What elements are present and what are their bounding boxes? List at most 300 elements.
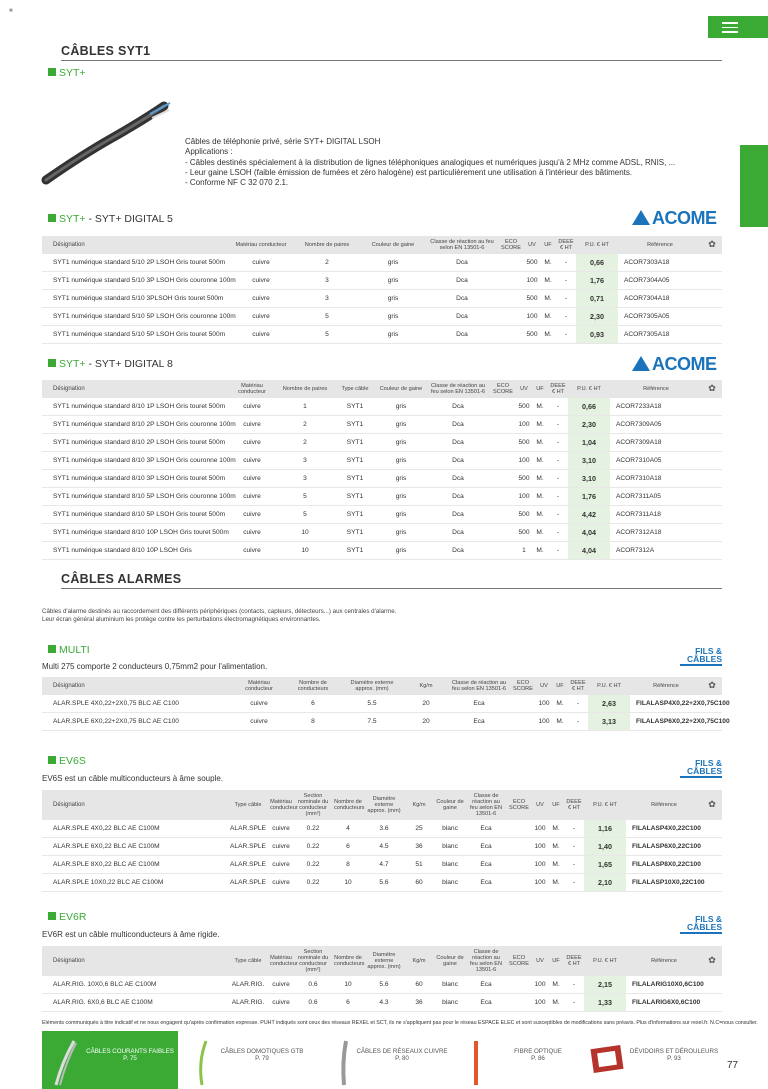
table-cell: 0,66 <box>568 398 610 416</box>
table-cell: 10 <box>276 542 334 560</box>
table-cell: - <box>564 976 584 994</box>
table-cell: 500 <box>516 470 532 488</box>
table-cell: Dca <box>426 326 498 344</box>
cable-icon <box>334 1037 354 1087</box>
table-row[interactable] <box>42 272 722 290</box>
table-cell: Dca <box>426 452 490 470</box>
table-cell: cuivre <box>268 856 294 874</box>
table-row[interactable] <box>42 713 722 731</box>
row-end <box>702 994 722 1012</box>
row-end <box>702 290 722 308</box>
syt-description: Câbles de téléphonie privé, série SYT+ DIGITAL LSOH Applications : - Câbles destinés spécialement à la distribution de lignes téléphoniques analogiques et numériques jusqu'à 2 MHz comme ADSL, RNIS, ... - Leur gaine LSOH (faible émission de fumées et zéro halogène) est particulièrement une utilisation à l'intérieur des bâtiments. - Conforme NF C 32 070 2.1. <box>185 137 676 188</box>
gear-icon[interactable]: ✿ <box>708 382 716 393</box>
table-cell: gris <box>376 434 426 452</box>
table-cell: ALAR.SPLE 4X0,22+2X0,75 BLC AE C100 <box>42 695 232 713</box>
table-cell: Eca <box>466 820 506 838</box>
row-end <box>702 542 722 560</box>
menu-button[interactable] <box>708 16 768 38</box>
table-cell: 3,10 <box>568 470 610 488</box>
brand-logo-acome: ACOME <box>632 354 717 375</box>
table-ev6r: Désignation Type câble Matériau conducteur Section nominale du conducteur (mm²) Nombre de conducteurs Diamètre externe approx. (mm) Kg/m Couleur de gaine Classe de réaction au feu selon EN 13501-6 ECO SCORE UV UF DEEE € HT P.U. € HT Référence ✿ ALAR.RIG. 10X0,6 BLC AE C100M ALAR.RIG. cuivre 0.6 10 5.6 60 blanc Eca 100 M. - 2,15 FILALARIG10X0,6C100 ALAR.RIG. 6X0,6 BLC AE C100M ALAR.RIG. cuivre 0.6 6 4.3 36 blanc Eca 100 M. - 1,33 FILALARIG6X0,6C100 <box>42 946 722 1012</box>
table-cell: blanc <box>434 820 466 838</box>
table-cell: cuivre <box>228 272 294 290</box>
table-cell: SYT1 numérique standard 5/10 3PLSOH Gris touret 500m <box>42 290 228 308</box>
section-title-alarmes: CÂBLES ALARMES <box>61 572 182 586</box>
multi-description: Multi 275 comporte 2 conducteurs 0,75mm2 pour l'alimentation. <box>42 662 268 671</box>
table-row[interactable] <box>42 524 722 542</box>
table-cell <box>498 290 524 308</box>
cable-image <box>42 100 172 185</box>
table-row[interactable] <box>42 874 722 892</box>
table-cell: 3.6 <box>364 820 404 838</box>
table-cell: cuivre <box>228 506 276 524</box>
table-cell: ALAR.RIG. 6X0,6 BLC AE C100M <box>42 994 228 1012</box>
table-cell: SYT1 numérique standard 8/10 5P LSOH Gris touret 500m <box>42 506 228 524</box>
table-cell: 100 <box>532 856 548 874</box>
table-cell: 500 <box>516 398 532 416</box>
table-cell: - <box>556 272 576 290</box>
table-cell: 3 <box>294 290 360 308</box>
col-ref: Référence <box>618 236 702 254</box>
table-cell <box>498 326 524 344</box>
table-cell: 3 <box>276 470 334 488</box>
table-cell: FILALASP6X0,22+2X0,75C100 <box>630 713 702 731</box>
table-cell: 1,40 <box>584 838 626 856</box>
table-cell: ACOR7311A05 <box>610 488 702 506</box>
alarmes-description: Câbles d'alarme destinés au raccordement des différents périphériques (contacts, capteurs, détecteurs...) aux centrales d'alarme. Leur écran général aluminium les protège contre les perturbations électromagnétiques environnantes. <box>42 608 397 623</box>
table-cell: 100 <box>532 994 548 1012</box>
section-title-syt1: CÂBLES SYT1 <box>61 44 151 58</box>
table-cell: SYT1 numérique standard 8/10 10P LSOH Gris <box>42 542 228 560</box>
table-row[interactable] <box>42 838 722 856</box>
table-cell: 5 <box>294 326 360 344</box>
table-cell: 2 <box>276 434 334 452</box>
table-cell: 2,10 <box>584 874 626 892</box>
footnote: Eléments communiqués à titre indicatif et ne nous engagent qu'après confirmation expresse. PUHT indiqués sont ceux des réseaux REXEL et SCT, ils ne s'appliquent pas pour le réseau ESPACE ELEC et sont susceptibles de modifications sans préavis. Plus d'informations sur rexel.fr. N.C=nous consulter. <box>42 1020 758 1026</box>
table-cell: gris <box>360 326 426 344</box>
table-syt8: Désignation Matériau conducteur Nombre de paires Type câble Couleur de gaine Classe de réaction au feu selon EN 13501-6 ECO SCORE UV UF DEEE € HT P.U. € HT Référence ✿ SYT1 numérique standard 8/10 1P LSOH Gris touret 500m cuivre 1 SYT1 gris Dca 500 M. - 0,66 ACOR7233A18 SYT1 numérique standard 8/10 2P LSOH Gris couronne 100m cuivre 2 SYT1 gris Dca 100 M. - 2,30 ACOR7309A05 SYT1 numérique standard 8/10 2P LSOH Gris touret 500m cuivre 2 SYT1 gris Dca 500 M. - 1,04 ACOR7309A18 SYT1 numérique standard 8/10 3P LSOH Gris couronne 100m cuivre 3 SYT1 gris Dca 100 M. - 3,10 ACOR7310A05 SYT1 numérique standard 8/10 3P LSOH Gris touret 500m cuivre 3 SYT1 gris Dca 500 M. - 3,10 ACOR7310A18 SYT1 numérique standard 8/10 5P LSOH Gris couronne 100m cuivre 5 SYT1 gris Dca 100 M. - 1,76 ACOR7311A05 SYT1 numérique standard 8/10 5P LSOH Gris touret 500m cuivre 5 SYT1 gris Dca 500 M. - 4,42 ACOR7311A18 SYT1 numérique standard 8/10 10P LSOH Gris touret 500m cuivre 10 SYT1 gris Dca 500 M. - 4,04 ACOR7312A18 SYT1 numérique standard 8/10 10P LSOH Gris cuivre 10 SYT1 gris Dca 1 M. - 4,04 ACOR7312A <box>42 380 722 560</box>
table-cell: 6 <box>286 695 340 713</box>
table-cell: 5 <box>276 506 334 524</box>
table-cell: FILALARIG6X0,6C100 <box>626 994 702 1012</box>
category-devidoirs[interactable]: DÉVIDOIRS ET DÉROULEURS P. 93 <box>586 1031 722 1089</box>
table-cell: SYT1 <box>334 416 376 434</box>
table-cell: M. <box>540 272 556 290</box>
brand-logo-fils-cables: FILS & CÂBLES <box>680 759 722 778</box>
table-row[interactable] <box>42 254 722 272</box>
table-row[interactable] <box>42 434 722 452</box>
table-cell: SYT1 numérique standard 8/10 2P LSOH Gris couronne 100m <box>42 416 228 434</box>
table-cell: 2,30 <box>576 308 618 326</box>
table-cell: M. <box>532 524 548 542</box>
table-cell <box>510 713 536 731</box>
table-row[interactable] <box>42 452 722 470</box>
table-title-syt5: SYT+ - SYT+ DIGITAL 5 <box>48 213 173 225</box>
table-title-syt8: SYT+ - SYT+ DIGITAL 8 <box>48 358 173 370</box>
table-cell: M. <box>548 874 564 892</box>
table-cell: gris <box>376 542 426 560</box>
table-cell: - <box>564 820 584 838</box>
table-cell: - <box>564 994 584 1012</box>
table-cell: ACOR7304A18 <box>618 290 702 308</box>
table-cell: ACOR7311A18 <box>610 506 702 524</box>
table-cell: M. <box>552 695 568 713</box>
table-cell: Eca <box>466 994 506 1012</box>
cable-icon <box>466 1037 486 1087</box>
table-cell: 5.6 <box>364 874 404 892</box>
row-end <box>702 452 722 470</box>
table-cell: 100 <box>532 820 548 838</box>
table-cell: gris <box>360 254 426 272</box>
table-cell: Dca <box>426 290 498 308</box>
row-end <box>702 326 722 344</box>
table-cell: - <box>548 398 568 416</box>
table-cell: 5.5 <box>340 695 404 713</box>
table-cell: M. <box>540 290 556 308</box>
table-cell: 0.6 <box>294 994 332 1012</box>
col-uf: UF <box>540 236 556 254</box>
table-cell: ACOR7305A18 <box>618 326 702 344</box>
table-cell <box>490 398 516 416</box>
table-cell: M. <box>532 452 548 470</box>
table-cell: M. <box>540 326 556 344</box>
table-cell: - <box>548 488 568 506</box>
table-cell: - <box>568 713 588 731</box>
table-cell: 10 <box>332 976 364 994</box>
table-cell: Dca <box>426 254 498 272</box>
table-cell: 60 <box>404 976 434 994</box>
table-row[interactable] <box>42 488 722 506</box>
table-cell <box>506 874 532 892</box>
table-cell <box>490 506 516 524</box>
table-row[interactable] <box>42 290 722 308</box>
table-cell: Dca <box>426 308 498 326</box>
table-cell: Dca <box>426 542 490 560</box>
table-cell: SYT1 <box>334 398 376 416</box>
table-cell: SYT1 <box>334 542 376 560</box>
table-row[interactable] <box>42 695 722 713</box>
table-cell: - <box>548 506 568 524</box>
table-cell <box>506 820 532 838</box>
table-cell: ALAR.RIG. 10X0,6 BLC AE C100M <box>42 976 228 994</box>
table-cell: gris <box>376 488 426 506</box>
category-cables-reseaux-cuivre[interactable]: CÂBLES DE RÉSEAUX CUIVRE P. 80 <box>314 1031 450 1089</box>
table-cell: Dca <box>426 506 490 524</box>
category-fibre-optique[interactable]: FIBRE OPTIQUE P. 86 <box>450 1031 586 1089</box>
table-cell: FILALASP10X0,22C100 <box>626 874 702 892</box>
table-cell: cuivre <box>232 713 286 731</box>
table-cell: blanc <box>434 856 466 874</box>
table-cell: 500 <box>524 290 540 308</box>
table-cell: Dca <box>426 272 498 290</box>
table-cell <box>498 308 524 326</box>
row-end <box>702 488 722 506</box>
table-cell: 20 <box>404 713 448 731</box>
table-cell: FILALASP4X0,22C100 <box>626 820 702 838</box>
table-multi: Désignation Matériau conducteur Nombre de conducteurs Diamètre externe approx. (mm) Kg/m Classe de réaction au feu selon EN 13501-6 ECO SCORE UV UF DEEE € HT P.U. € HT Référence ✿ ALAR.SPLE 4X0,22+2X0,75 BLC AE C100 cuivre 6 5.5 20 Eca 100 M. - 2,63 FILALASP4X0,22+2X0,75C100 ALAR.SPLE 6X0,22+2X0,75 BLC AE C100 cuivre 8 7.5 20 Eca 100 M. - 3,13 FILALASP6X0,22+2X0,75C100 <box>42 677 722 731</box>
table-cell: Dca <box>426 434 490 452</box>
table-cell: Dca <box>426 470 490 488</box>
table-cell: blanc <box>434 976 466 994</box>
table-cell: 100 <box>532 838 548 856</box>
table-row[interactable] <box>42 820 722 838</box>
table-cell: - <box>556 308 576 326</box>
table-cell: 0,66 <box>576 254 618 272</box>
table-cell: SYT1 numérique standard 5/10 3P LSOH Gris couronne 100m <box>42 272 228 290</box>
table-cell: ALAR.RIG. <box>228 976 268 994</box>
table-cell: 1,04 <box>568 434 610 452</box>
table-cell: Eca <box>466 838 506 856</box>
table-cell: cuivre <box>228 326 294 344</box>
table-cell: 6 <box>332 994 364 1012</box>
table-cell: cuivre <box>228 290 294 308</box>
table-cell: ACOR7233A18 <box>610 398 702 416</box>
table-cell <box>490 524 516 542</box>
table-row[interactable] <box>42 398 722 416</box>
table-cell: blanc <box>434 994 466 1012</box>
table-cell <box>490 416 516 434</box>
row-end <box>702 820 722 838</box>
row-end <box>702 308 722 326</box>
table-cell <box>490 470 516 488</box>
table-cell: 36 <box>404 838 434 856</box>
gear-icon[interactable]: ✿ <box>708 798 716 809</box>
table-cell: Dca <box>426 416 490 434</box>
table-row[interactable] <box>42 542 722 560</box>
table-cell: cuivre <box>228 452 276 470</box>
cable-icon <box>192 1037 212 1087</box>
table-cell: 100 <box>532 976 548 994</box>
table-cell: SYT1 <box>334 452 376 470</box>
table-cell: ALAR.SPLE 4X0,22 BLC AE C100M <box>42 820 228 838</box>
table-title-ev6r: EV6R <box>48 911 86 923</box>
brand-logo-fils-cables: FILS & CÂBLES <box>680 647 722 666</box>
side-tab <box>740 145 768 227</box>
table-row[interactable] <box>42 326 722 344</box>
table-cell: ALAR.SPLE <box>228 838 268 856</box>
table-cell <box>490 434 516 452</box>
table-cell: 0,93 <box>576 326 618 344</box>
table-cell: 4,42 <box>568 506 610 524</box>
gear-icon[interactable]: ✿ <box>708 679 716 690</box>
table-cell: ALAR.SPLE 10X0,22 BLC AE C100M <box>42 874 228 892</box>
table-cell: 6 <box>332 838 364 856</box>
row-end <box>702 272 722 290</box>
table-cell: 100 <box>524 272 540 290</box>
table-cell: 100 <box>516 452 532 470</box>
table-cell: 100 <box>524 308 540 326</box>
table-cell: ALAR.RIG. <box>228 994 268 1012</box>
table-cell: Eca <box>448 713 510 731</box>
table-cell: 0.22 <box>294 838 332 856</box>
table-cell: gris <box>360 308 426 326</box>
table-cell: 8 <box>286 713 340 731</box>
table-cell: Eca <box>466 874 506 892</box>
table-cell: ALAR.SPLE 8X0,22 BLC AE C100M <box>42 856 228 874</box>
table-cell: SYT1 numérique standard 8/10 5P LSOH Gris couronne 100m <box>42 488 228 506</box>
table-cell: 500 <box>524 254 540 272</box>
table-cell: 100 <box>516 488 532 506</box>
table-cell: SYT1 numérique standard 5/10 5P LSOH Gris touret 500m <box>42 326 228 344</box>
table-cell: 4.7 <box>364 856 404 874</box>
category-nav <box>42 1031 722 1089</box>
table-cell: M. <box>540 308 556 326</box>
col-designation: Désignation <box>42 236 228 254</box>
table-cell: - <box>556 326 576 344</box>
col-pu: P.U. € HT <box>576 236 618 254</box>
table-cell: SYT1 numérique standard 8/10 2P LSOH Gris touret 500m <box>42 434 228 452</box>
table-cell: 2 <box>294 254 360 272</box>
table-cell: 100 <box>516 416 532 434</box>
row-end <box>702 838 722 856</box>
table-cell: - <box>548 470 568 488</box>
table-cell: ACOR7305A05 <box>618 308 702 326</box>
gear-icon[interactable]: ✿ <box>708 238 716 249</box>
table-cell: SYT1 numérique standard 5/10 5P LSOH Gris couronne 100m <box>42 308 228 326</box>
table-cell: ACOR7310A18 <box>610 470 702 488</box>
row-end <box>702 254 722 272</box>
table-cell: 25 <box>404 820 434 838</box>
table-cell: gris <box>376 524 426 542</box>
menu-icon <box>722 22 738 36</box>
table-cell: 1,65 <box>584 856 626 874</box>
table-cell: FILALASP4X0,22+2X0,75C100 <box>630 695 702 713</box>
table-cell: 0.22 <box>294 856 332 874</box>
table-cell: cuivre <box>228 416 276 434</box>
table-ev6s: Désignation Type câble Matériau conducteur Section nominale du conducteur (mm²) Nombre de conducteurs Diamètre externe approx. (mm) Kg/m Couleur de gaine Classe de réaction au feu selon EN 13501-6 ECO SCORE UV UF DEEE € HT P.U. € HT Référence ✿ ALAR.SPLE 4X0,22 BLC AE C100M ALAR.SPLE cuivre 0.22 4 3.6 25 blanc Eca 100 M. - 1,16 FILALASP4X0,22C100 ALAR.SPLE 6X0,22 BLC AE C100M ALAR.SPLE cuivre 0.22 6 4.5 36 blanc Eca 100 M. - 1,40 FILALASP6X0,22C100 ALAR.SPLE 8X0,22 BLC AE C100M ALAR.SPLE cuivre 0.22 8 4.7 51 blanc Eca 100 M. - 1,65 FILALASP8X0,22C100 ALAR.SPLE 10X0,22 BLC AE C100M ALAR.SPLE cuivre 0.22 10 5.6 60 blanc Eca 100 M. - 2,10 FILALASP10X0,22C100 <box>42 790 722 892</box>
table-cell: 0.6 <box>294 976 332 994</box>
table-cell: 500 <box>516 506 532 524</box>
table-cell: - <box>548 452 568 470</box>
table-cell: - <box>548 542 568 560</box>
row-end <box>702 976 722 994</box>
table-cell: 2,63 <box>588 695 630 713</box>
table-cell <box>510 695 536 713</box>
table-cell: SYT1 <box>334 488 376 506</box>
row-end <box>702 856 722 874</box>
table-cell: cuivre <box>228 524 276 542</box>
table-cell <box>506 838 532 856</box>
table-row[interactable] <box>42 506 722 524</box>
table-cell: SYT1 <box>334 524 376 542</box>
table-row[interactable] <box>42 856 722 874</box>
table-cell: 5 <box>294 308 360 326</box>
table-cell: 10 <box>332 874 364 892</box>
table-cell: M. <box>548 994 564 1012</box>
top-mark: ■ <box>9 8 13 14</box>
table-cell <box>498 272 524 290</box>
table-title-multi: MULTI <box>48 644 90 656</box>
table-cell: FILALASP8X0,22C100 <box>626 856 702 874</box>
table-cell: - <box>564 874 584 892</box>
table-cell: ALAR.SPLE <box>228 856 268 874</box>
table-cell: ALAR.SPLE 6X0,22+2X0,75 BLC AE C100 <box>42 713 232 731</box>
ev6r-description: EV6R est un câble multiconducteurs à âme rigide. <box>42 930 220 939</box>
table-cell <box>506 976 532 994</box>
gear-icon[interactable]: ✿ <box>708 954 716 965</box>
row-end <box>702 398 722 416</box>
row-end <box>702 506 722 524</box>
table-cell: cuivre <box>228 488 276 506</box>
table-cell: M. <box>532 506 548 524</box>
table-cell: ACOR7312A18 <box>610 524 702 542</box>
table-cell: FILALARIG10X0,6C100 <box>626 976 702 994</box>
table-row[interactable] <box>42 416 722 434</box>
table-cell: 4,04 <box>568 524 610 542</box>
table-cell: M. <box>552 713 568 731</box>
row-end <box>702 470 722 488</box>
table-cell: ALAR.SPLE 6X0,22 BLC AE C100M <box>42 838 228 856</box>
table-cell: gris <box>376 416 426 434</box>
table-cell: SYT1 numérique standard 8/10 10P LSOH Gris touret 500m <box>42 524 228 542</box>
table-cell: ACOR7312A <box>610 542 702 560</box>
table-cell: SYT1 numérique standard 8/10 3P LSOH Gris touret 500m <box>42 470 228 488</box>
category-cables-courants-faibles[interactable]: CÂBLES COURANTS FAIBLES P. 75 <box>42 1031 178 1089</box>
table-cell: 5 <box>276 488 334 506</box>
row-end <box>702 874 722 892</box>
table-cell: gris <box>376 398 426 416</box>
table-cell: - <box>548 524 568 542</box>
table-cell: 51 <box>404 856 434 874</box>
table-cell: gris <box>360 290 426 308</box>
table-cell: ACOR7303A18 <box>618 254 702 272</box>
row-end <box>702 524 722 542</box>
table-cell: M. <box>548 820 564 838</box>
table-cell: M. <box>548 838 564 856</box>
col-paires: Nombre de paires <box>294 236 360 254</box>
table-row[interactable] <box>42 308 722 326</box>
table-cell: M. <box>532 470 548 488</box>
table-cell: M. <box>532 488 548 506</box>
table-cell: blanc <box>434 874 466 892</box>
table-cell: 100 <box>536 713 552 731</box>
table-cell: SYT1 <box>334 434 376 452</box>
table-cell: - <box>548 434 568 452</box>
table-cell: Eca <box>466 976 506 994</box>
page-number: 77 <box>727 1060 739 1071</box>
table-cell <box>490 452 516 470</box>
divider <box>61 588 722 589</box>
table-cell: gris <box>376 470 426 488</box>
cable-icon <box>52 1037 78 1087</box>
table-cell: 4.5 <box>364 838 404 856</box>
table-syt5 <box>42 236 722 344</box>
table-cell: 7.5 <box>340 713 404 731</box>
table-cell: 1 <box>516 542 532 560</box>
table-cell: cuivre <box>228 434 276 452</box>
table-cell: cuivre <box>228 398 276 416</box>
table-cell: - <box>568 695 588 713</box>
table-cell: 100 <box>536 695 552 713</box>
table-cell: 100 <box>532 874 548 892</box>
table-title-ev6s: EV6S <box>48 755 86 767</box>
col-deee: DEEE € HT <box>556 236 576 254</box>
row-end <box>702 416 722 434</box>
table-cell: 2,30 <box>568 416 610 434</box>
table-cell: SYT1 numérique standard 5/10 2P LSOH Gris touret 500m <box>42 254 228 272</box>
table-row[interactable] <box>42 976 722 994</box>
table-row[interactable] <box>42 994 722 1012</box>
ev6s-description: EV6S est un câble multiconducteurs à âme souple. <box>42 774 223 783</box>
divider <box>61 60 722 61</box>
table-cell: Eca <box>466 856 506 874</box>
table-row[interactable] <box>42 470 722 488</box>
table-cell: 20 <box>404 695 448 713</box>
table-cell: - <box>564 838 584 856</box>
brand-logo-fils-cables: FILS & CÂBLES <box>680 915 722 934</box>
category-cables-domotiques[interactable]: CÂBLES DOMOTIQUES GTB P. 79 <box>178 1031 314 1089</box>
table-cell: cuivre <box>268 838 294 856</box>
